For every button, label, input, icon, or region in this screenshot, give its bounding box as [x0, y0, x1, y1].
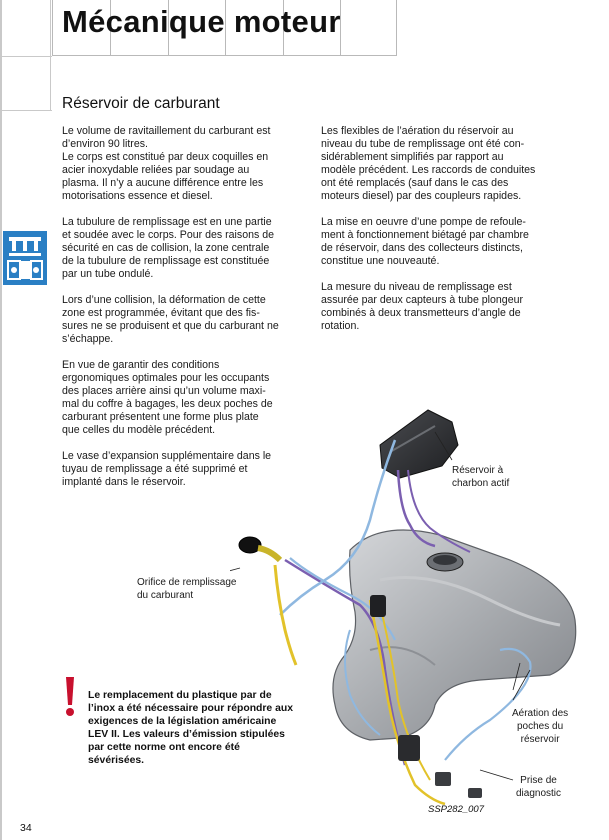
page-left-border [0, 0, 2, 840]
label-tank-vent: Aération des poches du réservoir [512, 708, 569, 745]
label-charcoal-canister: Réservoir à charbon actif [452, 465, 510, 489]
paragraph: Lors d’une collision, la déformation de cette zone est programmée, évitant que des fis- sures ne se produisent et que du carburant ne s’échappe. [62, 294, 279, 345]
paragraph: En vue de garantir des conditions ergonomiques optimales pour les occupants des places arrière ainsi qu’un volume maxi- mal du coffre à bagages, les deux poches de carburant présentent une forme plus plate que celles du modèle précédent. [62, 359, 273, 436]
warning-icon [62, 677, 78, 717]
paragraph: La mesure du niveau de remplissage est assurée par deux capteurs à tube plongeur combinés à deux transmetteurs d’angle de rotation. [321, 281, 524, 332]
charcoal-canister [380, 410, 458, 478]
page-title: Mécanique moteur [62, 4, 341, 39]
side-grid-line [0, 110, 52, 111]
fuel-line [275, 565, 296, 665]
paragraph: Le vase d’expansion supplémentaire dans le tuyau de remplissage a été supprimé et implanté dans le réservoir. [62, 450, 272, 488]
engine-mechanics-icon [3, 231, 47, 285]
title-underline [52, 55, 396, 56]
side-grid-line [50, 0, 51, 110]
figure-caption: SSP282_007 [428, 804, 484, 815]
paragraph: Le volume de ravitaillement du carburant est d’environ 90 litres. Le corps est constitué par deux coquilles en acier inoxydable reliées par soudage au plasma. Il n’y a aucune différence entre les motorisations essence et diesel. [62, 125, 271, 202]
paragraph: La mise en oeuvre d’une pompe de refoule- ment à fonctionnement biétagé par chambre de réservoir, dans des collecteurs distincts, constitue une nouveauté. [321, 216, 529, 267]
paragraph: Les flexibles de l’aération du réservoir au niveau du tube de remplissage ont été con- sidérablement simplifiés par rapport au modèle précédent. Les raccords de conduites ont été remplacés (sauf dans le cas des moteurs diesel) par des coupleurs rapides. [321, 125, 536, 202]
paragraph: La tubulure de remplissage est en une partie et soudée avec le corps. Pour des raisons de sécurité en cas de collision, la zone centrale de la tubulure de remplissage est constituée par un tube ondulé. [62, 216, 274, 280]
label-diagnostic-port: Prise de diagnostic [516, 775, 562, 799]
right-text-column [321, 125, 571, 346]
page-number: 34 [20, 822, 32, 834]
label-filler-opening: Orifice de remplissage du carburant [137, 577, 237, 601]
warning-note: Le remplacement du plastique par de l’inox a été nécessaire pour répondre aux exigences de la législation américaine LEV II. Les valeurs d’émission stipulées par cette norme ont encore été sévérisées. [88, 690, 294, 766]
section-title: Réservoir de carburant [62, 95, 220, 112]
side-grid-line [0, 56, 52, 57]
